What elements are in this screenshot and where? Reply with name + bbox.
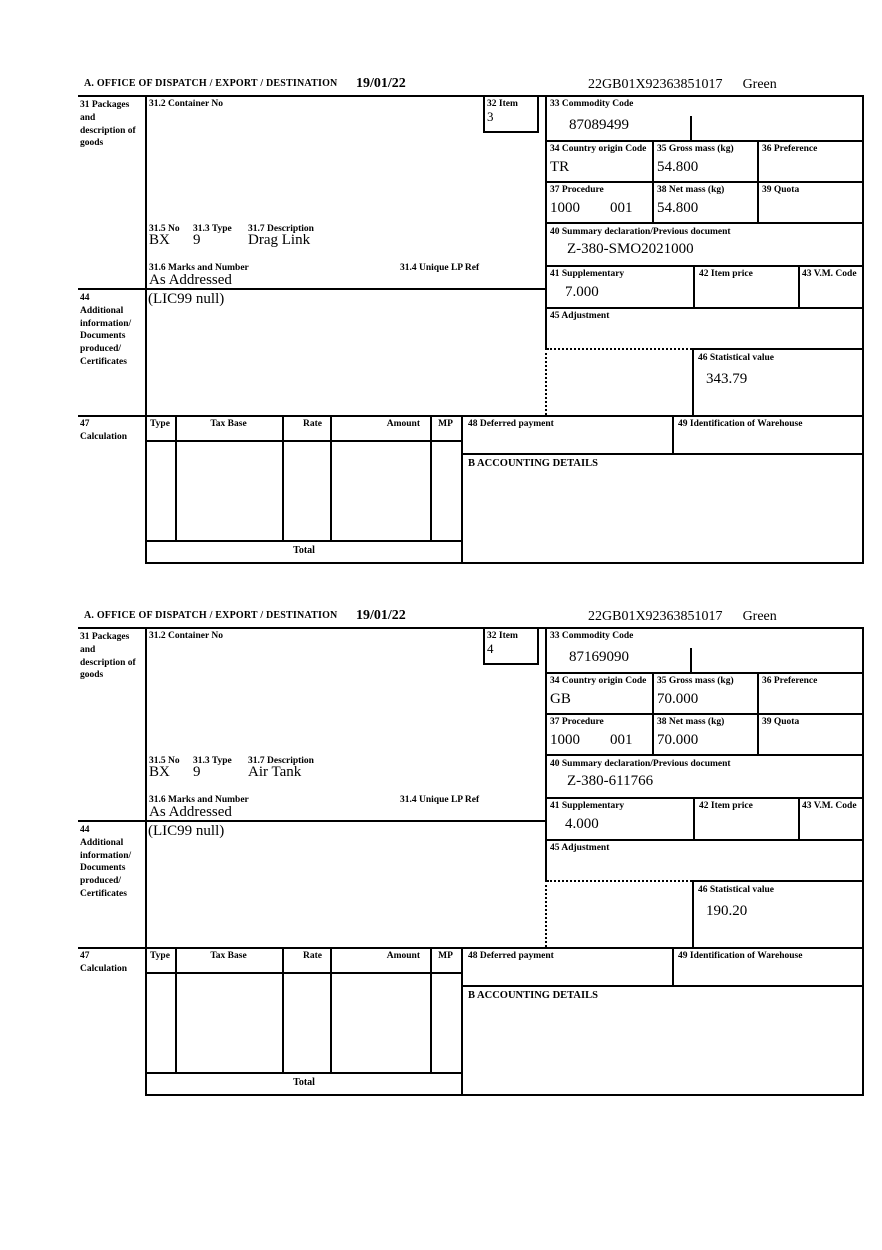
marks-and-number-value: As Addressed	[149, 804, 232, 820]
item-price-label: 42 Item price	[699, 801, 753, 811]
grid-line	[652, 140, 654, 181]
additional-information-value: (LIC99 null)	[148, 291, 225, 307]
deferred-payment-label: 48 Deferred payment	[468, 951, 554, 961]
container-no-label: 31.2 Container No	[149, 99, 223, 109]
supplementary-label: 41 Supplementary	[550, 801, 625, 811]
package-type-value: 9	[193, 232, 201, 248]
grid-line	[145, 627, 147, 1094]
grid-line	[175, 947, 177, 1072]
warehouse-id-label: 49 Identification of Warehouse	[678, 951, 803, 961]
quota-label: 39 Quota	[762, 717, 800, 727]
gross-mass-value: 70.000	[657, 691, 699, 707]
grid-line	[282, 415, 284, 540]
statistical-value: 190.20	[706, 903, 748, 919]
grid-line	[862, 627, 864, 1094]
statistical-value-label: 46 Statistical value	[698, 353, 774, 363]
calc-tax-base-header: Tax Base	[210, 951, 247, 961]
gross-mass-label: 35 Gross mass (kg)	[657, 144, 734, 154]
calc-mp-header: MP	[438, 951, 453, 961]
grid-line	[545, 797, 862, 799]
vm-code-label: 43 V.M. Code	[802, 269, 857, 279]
country-origin-value: TR	[550, 159, 570, 175]
calc-tax-base-header: Tax Base	[210, 419, 247, 429]
marks-and-number-label: 31.6 Marks and Number	[149, 263, 249, 273]
grid-line	[330, 947, 332, 1072]
grid-line	[652, 713, 654, 754]
grid-line	[145, 95, 147, 562]
declaration-item-block-2	[78, 610, 864, 1102]
packages-description-label: 31 Packages and description of goods	[80, 100, 136, 149]
routing-status: Green	[742, 609, 777, 624]
declaration-reference	[588, 77, 777, 93]
dotted-grid-line	[547, 880, 692, 882]
description-label: 31.7 Description	[248, 756, 314, 766]
commodity-code-separator	[690, 648, 692, 672]
preference-label: 36 Preference	[762, 144, 818, 154]
container-no-label: 31.2 Container No	[149, 631, 223, 641]
country-origin-value: GB	[550, 691, 571, 707]
declaration-date: 19/01/22	[356, 608, 406, 623]
declaration-reference	[588, 609, 777, 625]
net-mass-label: 38 Net mass (kg)	[657, 717, 725, 727]
dotted-grid-line	[547, 348, 692, 350]
office-of-dispatch-header: A. OFFICE OF DISPATCH / EXPORT / DESTINATION	[84, 610, 338, 621]
commodity-code-label: 33 Commodity Code	[550, 99, 634, 109]
calc-amount-header: Amount	[386, 419, 420, 429]
grid-line	[545, 222, 862, 224]
commodity-code-value: 87169090	[569, 649, 629, 665]
grid-line	[757, 672, 759, 713]
calc-rate-header: Rate	[303, 951, 322, 961]
grid-line	[693, 265, 695, 307]
supplementary-value: 4.000	[565, 816, 599, 832]
grid-line	[862, 95, 864, 562]
goods-description-value: Drag Link	[248, 232, 311, 248]
mrn-number: 22GB01X92363851017	[588, 77, 723, 92]
grid-line	[545, 181, 862, 183]
accounting-details-label: B ACCOUNTING DETAILS	[468, 990, 598, 1001]
supplementary-value: 7.000	[565, 284, 599, 300]
item-number-value: 4	[487, 641, 494, 656]
summary-declaration-value: Z-380-SMO2021000	[567, 241, 694, 257]
procedure-value	[550, 732, 633, 749]
grid-line	[461, 985, 864, 987]
net-mass-label: 38 Net mass (kg)	[657, 185, 725, 195]
item-price-label: 42 Item price	[699, 269, 753, 279]
grid-line	[545, 140, 862, 142]
gross-mass-label: 35 Gross mass (kg)	[657, 676, 734, 686]
adjustment-label: 45 Adjustment	[550, 311, 610, 321]
goods-description-value: Air Tank	[248, 764, 302, 780]
grid-line	[430, 415, 432, 540]
grid-line	[545, 672, 862, 674]
mrn-number: 22GB01X92363851017	[588, 609, 723, 624]
routing-status: Green	[742, 77, 777, 92]
dotted-grid-line	[545, 880, 547, 947]
marks-and-number-value: As Addressed	[149, 272, 232, 288]
declaration-date: 19/01/22	[356, 76, 406, 91]
item-label: 32 Item	[487, 99, 518, 109]
package-no-label: 31.5 No	[149, 756, 180, 766]
grid-line	[545, 839, 862, 841]
grid-line	[545, 713, 862, 715]
package-no-label: 31.5 No	[149, 224, 180, 234]
summary-declaration-label: 40 Summary declaration/Previous document	[550, 759, 731, 769]
commodity-code-label: 33 Commodity Code	[550, 631, 634, 641]
description-label: 31.7 Description	[248, 224, 314, 234]
grid-line	[545, 307, 862, 309]
grid-line	[145, 562, 864, 564]
dotted-grid-line	[545, 348, 547, 415]
warehouse-id-label: 49 Identification of Warehouse	[678, 419, 803, 429]
quota-label: 39 Quota	[762, 185, 800, 195]
package-type-label: 31.3 Type	[193, 224, 232, 234]
procedure-label: 37 Procedure	[550, 717, 604, 727]
procedure-code: 1000	[550, 200, 580, 216]
commodity-code-value: 87089499	[569, 117, 629, 133]
calc-mp-header: MP	[438, 419, 453, 429]
procedure-suffix: 001	[610, 200, 633, 216]
additional-information-value: (LIC99 null)	[148, 823, 225, 839]
adjustment-label: 45 Adjustment	[550, 843, 610, 853]
grid-line	[672, 415, 674, 453]
procedure-value	[550, 200, 633, 217]
grid-line	[545, 754, 862, 756]
calc-rate-header: Rate	[303, 419, 322, 429]
accounting-details-label: B ACCOUNTING DETAILS	[468, 458, 598, 469]
net-mass-value: 54.800	[657, 200, 699, 216]
statistical-value-label: 46 Statistical value	[698, 885, 774, 895]
marks-and-number-label: 31.6 Marks and Number	[149, 795, 249, 805]
package-type-value: 9	[193, 764, 201, 780]
grid-line	[652, 181, 654, 222]
grid-line	[693, 797, 695, 839]
calculation-label: 47 Calculation	[80, 951, 127, 974]
calc-amount-header: Amount	[386, 951, 420, 961]
grid-line	[145, 440, 463, 442]
summary-declaration-value: Z-380-611766	[567, 773, 654, 789]
item-number-value: 3	[487, 109, 494, 124]
grid-line	[461, 453, 864, 455]
calculation-label: 47 Calculation	[80, 419, 127, 442]
grid-line	[78, 95, 864, 97]
supplementary-label: 41 Supplementary	[550, 269, 625, 279]
country-origin-label: 34 Country origin Code	[550, 144, 647, 154]
grid-line	[430, 947, 432, 1072]
grid-line	[78, 627, 864, 629]
preference-label: 36 Preference	[762, 676, 818, 686]
calc-total-label: Total	[293, 545, 315, 556]
procedure-code: 1000	[550, 732, 580, 748]
grid-line	[175, 415, 177, 540]
grid-line	[145, 972, 463, 974]
grid-line	[757, 140, 759, 181]
gross-mass-value: 54.800	[657, 159, 699, 175]
statistical-value: 343.79	[706, 371, 748, 387]
grid-line	[145, 540, 463, 542]
item-label: 32 Item	[487, 631, 518, 641]
grid-line	[330, 415, 332, 540]
additional-information-label: 44 Additional information/ Documents produced/ Certificates	[80, 293, 132, 368]
declaration-item-block-1	[78, 78, 864, 570]
grid-line	[798, 265, 800, 307]
package-no-value: BX	[149, 232, 170, 248]
commodity-code-separator	[690, 116, 692, 140]
net-mass-value: 70.000	[657, 732, 699, 748]
grid-line	[545, 265, 862, 267]
grid-line	[757, 181, 759, 222]
vm-code-label: 43 V.M. Code	[802, 801, 857, 811]
grid-line	[78, 415, 864, 417]
procedure-label: 37 Procedure	[550, 185, 604, 195]
grid-line	[282, 947, 284, 1072]
additional-information-label: 44 Additional information/ Documents produced/ Certificates	[80, 825, 132, 900]
procedure-suffix: 001	[610, 732, 633, 748]
calc-type-header: Type	[150, 419, 170, 429]
packages-description-label: 31 Packages and description of goods	[80, 632, 136, 681]
grid-line	[78, 947, 864, 949]
country-origin-label: 34 Country origin Code	[550, 676, 647, 686]
grid-line	[652, 672, 654, 713]
calc-type-header: Type	[150, 951, 170, 961]
unique-lp-ref-label: 31.4 Unique LP Ref	[400, 263, 480, 273]
grid-line	[145, 1094, 864, 1096]
grid-line	[672, 947, 674, 985]
unique-lp-ref-label: 31.4 Unique LP Ref	[400, 795, 480, 805]
summary-declaration-label: 40 Summary declaration/Previous document	[550, 227, 731, 237]
grid-line	[145, 1072, 463, 1074]
grid-line	[757, 713, 759, 754]
package-no-value: BX	[149, 764, 170, 780]
grid-line	[798, 797, 800, 839]
package-type-label: 31.3 Type	[193, 756, 232, 766]
deferred-payment-label: 48 Deferred payment	[468, 419, 554, 429]
office-of-dispatch-header: A. OFFICE OF DISPATCH / EXPORT / DESTINATION	[84, 78, 338, 89]
calc-total-label: Total	[293, 1077, 315, 1088]
